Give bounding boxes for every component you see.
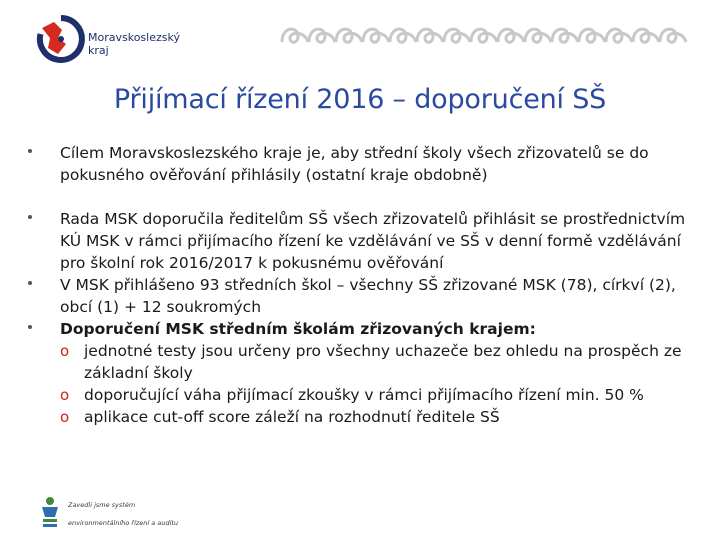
sub-bullet-marker-icon: o [60,342,70,360]
wave-loop [471,29,497,42]
bullet-dot-icon [28,215,32,219]
wave-loop [336,29,362,42]
sub-bullet-item [28,340,703,384]
region-logo [36,14,206,68]
bullet-text: V MSK přihlášeno 93 středních škol – všechny SŠ zřizované MSK (78), církví (2), obcí (1) + 12 soukromých [60,276,676,316]
footer-line1: Zavedli jsme systém [68,501,136,509]
wave-loop [498,29,524,42]
wave-loop [579,29,605,42]
wave-loop [552,29,578,42]
wave-loop [660,29,686,42]
wave-loop [444,29,470,42]
bullet-text: Cílem Moravskoslezského kraje je, aby střední školy všech zřizovatelů se do pokusného ověřování přihlásily (ostatní kraje obdobně) [60,144,649,184]
sub-bullet-text: doporučující váha přijímací zkoušky v rámci přijímacího řízení min. 50 % [84,386,644,404]
logo-line2: kraj [88,44,109,57]
sub-bullet-marker-icon: o [60,408,70,426]
bullet-text: Doporučení MSK středním školám zřizovaných krajem: [60,320,536,338]
wave-loop [525,29,551,42]
bullet-item [28,274,703,318]
sub-bullet-text: aplikace cut-off score záleží na rozhodnutí ředitele SŠ [84,408,500,426]
wave-loop [606,29,632,42]
logo-line1: Moravskoslezský [88,31,180,44]
sub-bullet-marker-icon: o [60,386,70,404]
emas-footer [38,495,218,535]
bullet-item [28,208,703,274]
decorative-wave-pattern [280,22,692,50]
wave-loop [633,29,659,42]
wave-loop [417,29,443,42]
emas-logo-icon [38,495,62,531]
logo-wordmark [88,31,180,57]
wave-loop [309,29,335,42]
slide-title: Přijímací řízení 2016 – doporučení SŠ [113,84,607,115]
bullet-item [28,318,703,340]
sub-bullet-item [28,406,703,428]
bullet-text: Rada MSK doporučila ředitelům SŠ všech zřizovatelů přihlásit se prostřednictvím KÚ MSK v rámci přijímacího řízení ke vzdělávání ve SŠ v denní formě vzdělávání pro školní rok 2016/2017 k pokusnému ověřování [60,210,686,272]
sub-bullet-text: jednotné testy jsou určeny pro všechny uchazeče bez ohledu na prospěch ze základní školy [84,342,682,382]
bullet-dot-icon [28,325,32,329]
slide-content [28,142,703,428]
bullet-dot-icon [28,281,32,285]
bullet-dot-icon [28,149,32,153]
bullet-item [28,142,703,186]
wave-loop [363,29,389,42]
region-emblem-icon [36,14,86,64]
footer-line2: environmentálního řízení a auditu [68,519,179,527]
wave-loop [390,29,416,42]
wave-loop [282,29,308,42]
sub-bullet-item [28,384,703,406]
